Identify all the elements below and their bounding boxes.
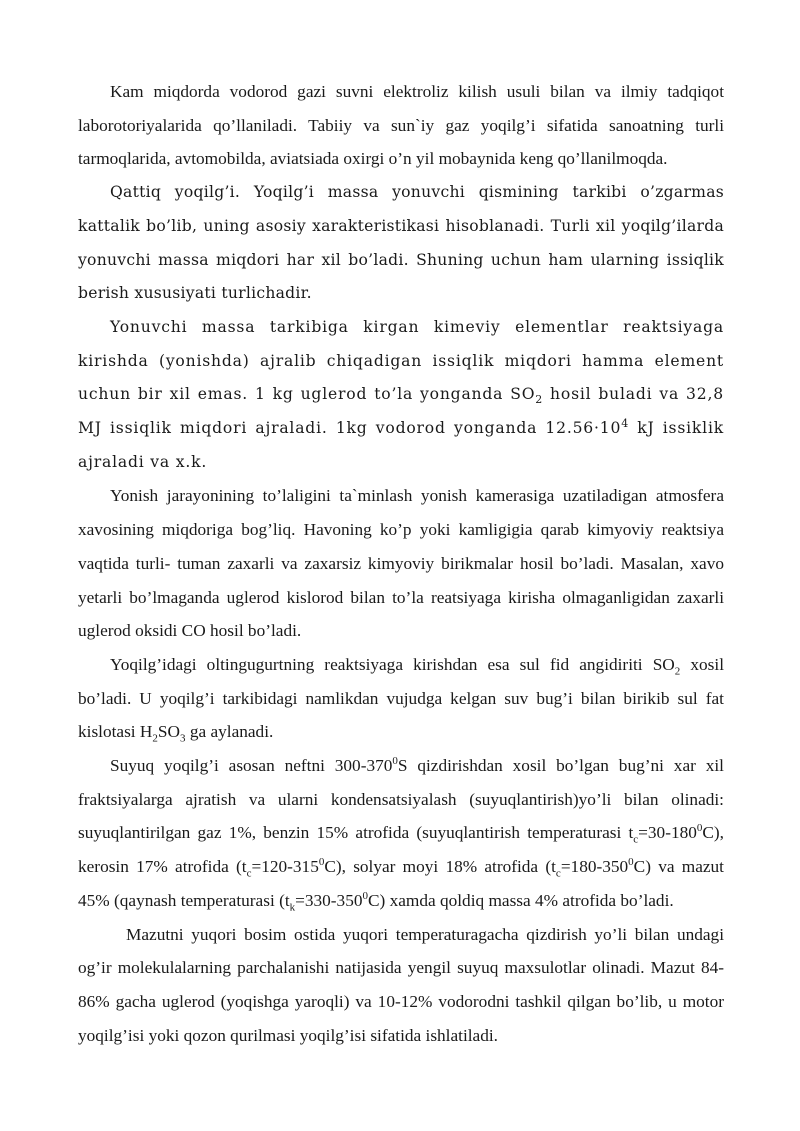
superscript: 0: [318, 856, 325, 869]
superscript: 4: [621, 416, 630, 430]
text-segment: hosil buladi va 32,8 MJ issiqlik miqdori ajraladi. 1kg vodorod yonganda 12.56·10: [78, 385, 724, 438]
text-segment: C) xamda qoldiq massa 4% atrofida bo’ladi.: [367, 890, 674, 910]
superscript: 0: [392, 755, 398, 768]
subscript: 2: [674, 665, 681, 678]
paragraph-solid-fuel: Qattiq yoqilg’i. Yoqilg’i massa yonuvchi qismining tarkibi o’zgarmas kattalik bo’lib, uning asosiy xarakteristikasi hisoblanadi. Turli xil yoqilg’ilarda yonuvchi massa miqdori har xil bo’ladi. Shuning uchun ham ularning issiqlik berish xususiyati turlichadir.: [78, 183, 724, 303]
subscript: 2: [535, 393, 544, 407]
subscript: c: [555, 867, 561, 880]
text-segment: =30-180: [638, 823, 697, 843]
text-segment: Yoqilg’idagi oltingugurtning reaktsiyaga kirishdan esa sul fid angidiriti SO: [110, 654, 675, 674]
text-segment: =120-315: [251, 857, 319, 877]
superscript: 0: [696, 822, 703, 835]
text-segment: S qizdirishdan xosil bo’lgan bug’ni xar xil fraktsiyalarga ajratish va ularni kondensatsiyalash (suyuqlantirish)yo’li bilan olinadi: suyuqlantirilgan gaz 1%, benzin 15% atrofida (suyuqlantirish temperaturasi t: [78, 756, 724, 843]
subscript: 3: [180, 732, 186, 745]
document-body: [78, 75, 724, 1052]
text-segment: Suyuq yoqilg’i asosan neftni 300-370: [110, 756, 393, 776]
paragraph-liquid-fuel: [78, 749, 724, 918]
subscript: k: [289, 901, 296, 914]
text-segment: ga aylanadi.: [185, 722, 274, 742]
superscript: 0: [362, 890, 368, 903]
text-segment: xosil bo’ladi. U yoqilg’i tarkibidagi namlikdan vujudga kelgan suv bug’i bilan birikib sul fat kislotasi H: [78, 654, 725, 742]
paragraph-sulfur: [78, 648, 724, 749]
text-segment: kJ issiklik ajraladi va x.k.: [78, 419, 724, 471]
subscript: 2: [152, 732, 158, 745]
paragraph-combustion-air: Yonish jarayonining to’laligini ta`minlash yonish kamerasiga uzatiladigan atmosfera xavosining miqdoriga bog’liq. Havoning ko’p yoki kamligigia qarab kimyoviy reaktsiya vaqtida turli- tuman zaxarli va zaxarsiz kimyoviy birikmalar hosil bo’ladi. Masalan, xavo yetarli bo’lmaganda uglerod kislorod bilan to’la reatsiyaga kirisha olmaganligidan zaxarli uglerod oksidi CO hosil bo’ladi.: [78, 486, 724, 641]
text-segment: C), kerosin 17% atrofida (t: [78, 823, 724, 877]
text-segment: =330-350: [295, 890, 363, 910]
text-segment: Yonuvchi massa tarkibiga kirgan kimeviy elementlar reaktsiyaga kirishda (yonishda) ajralib chiqadigan issiqlik miqdori hamma element uchun bir xil emas. 1 kg uglerod to’la yonganda SO: [78, 317, 724, 404]
subscript: c: [633, 833, 639, 846]
text-segment: SO: [157, 722, 181, 742]
text-segment: C), solyar moyi 18% atrofida (t: [324, 857, 556, 877]
text-segment: C) va mazut 45% (qaynash temperaturasi (t: [78, 857, 724, 910]
text-segment: =180-350: [560, 857, 629, 877]
subscript: c: [246, 867, 252, 880]
paragraph-gas-fuel: Kam miqdorda vodorod gazi suvni elektroliz kilish usuli bilan va ilmiy tadqiqot laborotoriyalarida qo’llaniladi. Tabiiy va sun`iy gaz yoqilg’i sifatida sanoatning turli tarmoqlarida, avtomobilda, aviatsiada oxirgi o’n yil mobaynida keng qo’llanilmoqda.: [78, 82, 724, 169]
paragraph-combustion-heat: [78, 311, 724, 480]
paragraph-mazut: Mazutni yuqori bosim ostida yuqori temperaturagacha qizdirish yo’li bilan undagi og’ir molekulalarning parchalanishi natijasida yengil suyuq maxsulotlar olinadi. Mazut 84-86% gacha uglerod (yoqishga yaroqli) va 10-12% vodorodni tashkil qilgan bo’lib, u motor yoqilg’isi yoki qozon qurilmasi yoqilg’isi sifatida ishlatiladi.: [78, 924, 724, 1045]
superscript: 0: [628, 856, 634, 869]
